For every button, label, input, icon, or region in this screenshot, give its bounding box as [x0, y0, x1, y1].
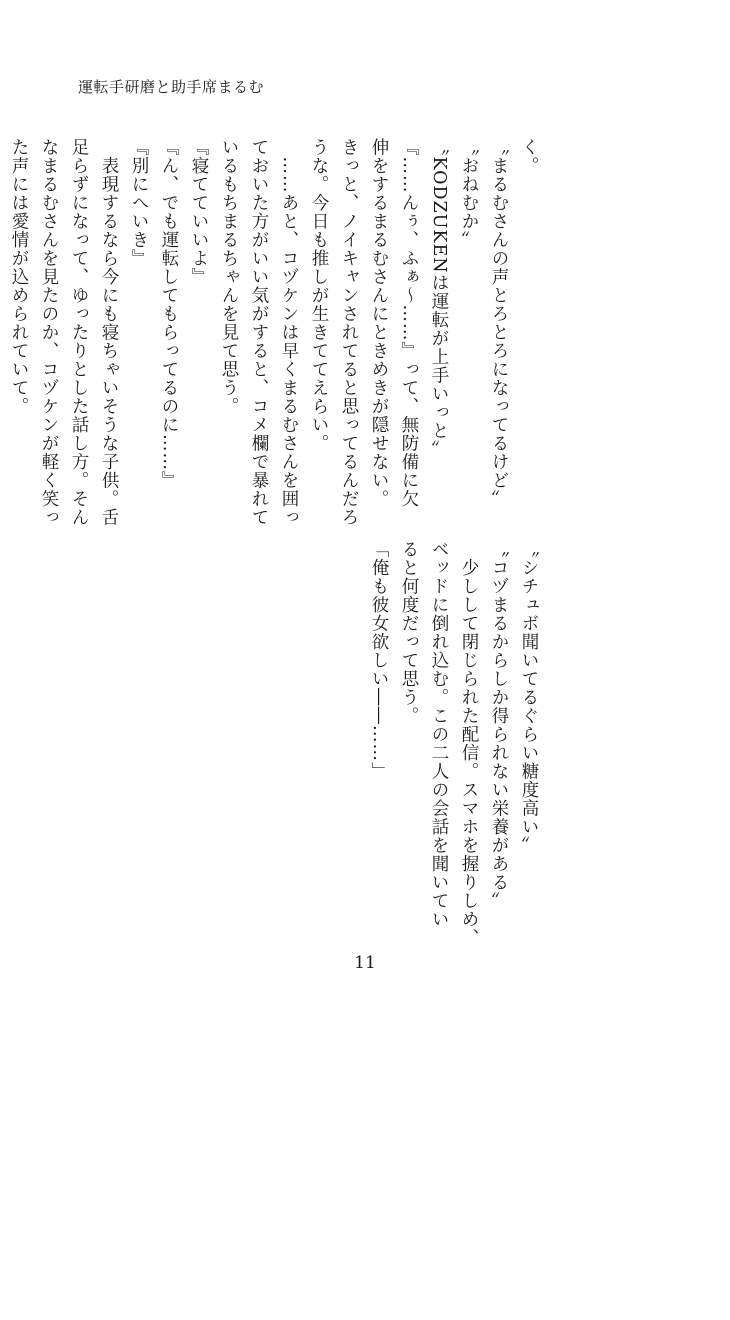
text-line: ……あと、コヅケンは早くまるむさんを囲っ	[279, 138, 299, 527]
text-line: ておいた方がいい気がすると、コメ欄で暴れて	[249, 138, 269, 527]
text-line: ると何度だって思う。	[399, 540, 419, 725]
text-line: 『寝てていいよ』	[189, 138, 209, 286]
body-text-lower	[364, 540, 544, 1320]
text-line: 〝まるむさんの声とろとろになってるけど〟	[489, 138, 509, 508]
text-line: た声には愛情が込められていて。	[9, 138, 29, 416]
text-line: なまるむさんを見たのか、コヅケンが軽く笑っ	[39, 138, 59, 527]
text-line: 〝おねむか〟	[459, 138, 479, 249]
page-number: 11	[354, 953, 376, 973]
text-line: 〝KODZUKENは運転が上手いっと〟	[429, 138, 449, 459]
text-line: 足らずになって、ゆったりとした話し方。そん	[69, 138, 89, 527]
text-line: 〝シチュボ聞いてるぐらい糖度高い〟	[519, 540, 539, 855]
text-line: 少しして閉じられた配信。スマホを握りしめ、	[459, 540, 479, 947]
text-line: いるもちまるちゃんを見て思う。	[219, 138, 239, 416]
text-line: きっと、ノイキャンされてると思ってるんだろ	[339, 138, 359, 527]
text-line: ベッドに倒れ込む。この二人の会話を聞いてい	[429, 540, 449, 929]
text-line: く。	[519, 138, 539, 175]
text-line: 『ん、でも運転してもらってるのに……』	[159, 138, 179, 490]
text-line: 『別にへいき』	[129, 138, 149, 268]
text-line: 表現するなら今にも寝ちゃいそうな子供。舌	[99, 138, 119, 527]
running-header: 運転手研磨と助手席まるむ	[78, 78, 265, 96]
text-line: 「俺も彼女欲しい――……」	[369, 540, 389, 781]
text-line: 『……んぅ、ふぁ～……』って、無防備に欠	[399, 138, 419, 508]
text-line: 〝コヅまるからしか得られない栄養がある〟	[489, 540, 509, 910]
text-line: うな。今日も推しが生きててえらい。	[309, 138, 329, 453]
text-line: 伸をするまるむさんにときめきが隠せない。	[369, 138, 389, 508]
